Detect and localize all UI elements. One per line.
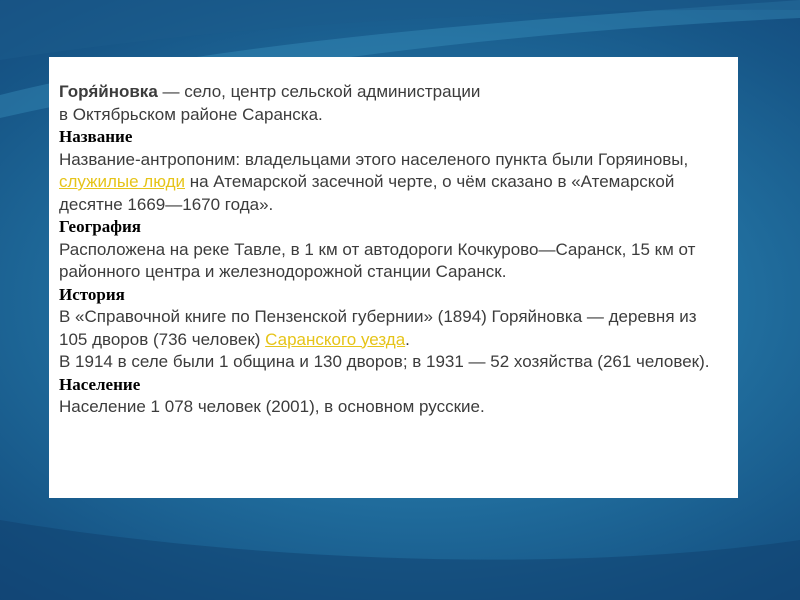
history-text-before-link: В «Справочной книге по Пензенской губернии» (1894) Горяйновка — деревня из 105 дворов (736 человек) [59, 307, 697, 349]
intro-rest: — село, центр сельской администрации [157, 82, 481, 101]
section-geography-text: Расположена на реке Тавле, в 1 км от автодороги Кочкурово—Саранск, 15 км от районного центра и железнодорожной станции Саранск. [59, 239, 696, 281]
section-heading-name: Название [59, 127, 133, 146]
section-heading-history: История [59, 284, 125, 304]
history-text-after-link: . [405, 329, 410, 349]
section-history-para2: В 1914 в селе были 1 община и 130 дворов; в 1931 — 52 хозяйства (261 человек). [59, 352, 710, 371]
headword: Горя́йновка [59, 82, 158, 101]
section-heading-population: Население [59, 374, 141, 394]
section-population-text: Население 1 078 человек (2001), в основном русские. [59, 397, 485, 416]
name-text-after-link: на Атемарской засечной черте, о чём сказано в «Атемарской десятне 1669—1670 года». [59, 172, 675, 214]
article-text [59, 81, 728, 419]
link-saranskogo-uezda[interactable]: Саранского уезда [265, 329, 406, 349]
content-card [49, 57, 738, 498]
name-text-before-link: Название-антропоним: владельцами этого населеного пункта были Горяиновы, [59, 149, 689, 169]
section-history-para1 [59, 306, 728, 351]
section-heading-geography: География [59, 217, 141, 236]
link-sluzhilye-lyudi[interactable]: служилые люди [59, 172, 186, 191]
intro-paragraph [59, 81, 728, 126]
section-name-text [59, 149, 728, 217]
intro-line-2: в Октябрьском районе Саранска. [59, 104, 323, 124]
